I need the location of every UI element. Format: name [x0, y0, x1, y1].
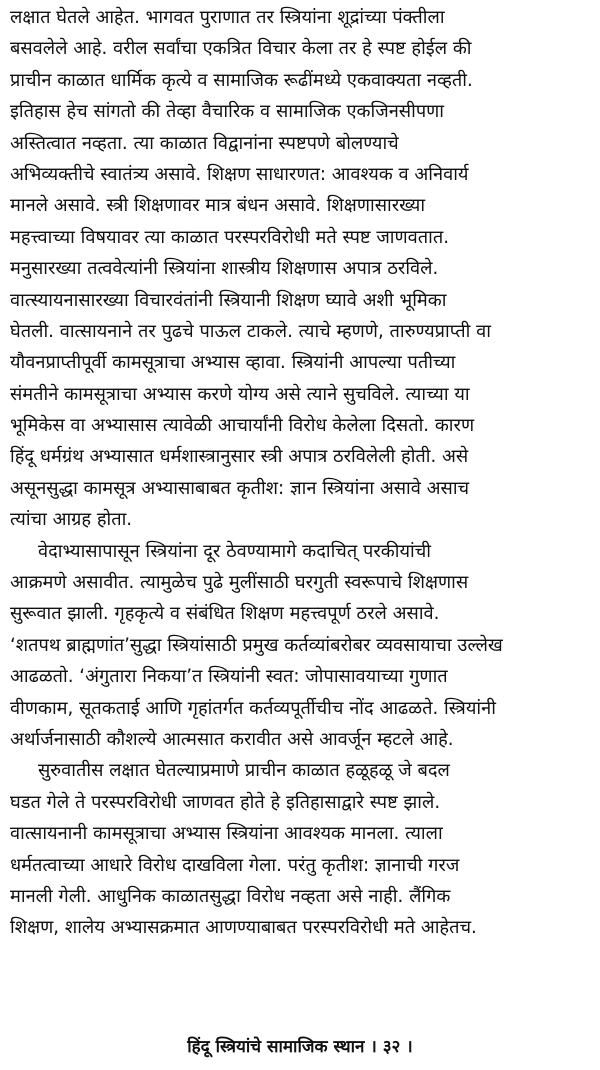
- text-line: हिंदू धर्मग्रंथ अभ्यासात धर्मशास्त्रानुसार स्त्री अपात्र ठरविलेली होती. असे: [10, 446, 469, 468]
- paragraph-start-line: वेदाभ्यासापासून स्त्रियांना दूर ठेवण्यामागे कदाचित् परकीयांची: [38, 540, 431, 562]
- text-line: वीणकाम, सूतकताई आणि गृहांतर्गत कर्तव्यपूर्तीचीच नोंद आढळते. स्त्रियांनी: [10, 697, 496, 719]
- text-line: अस्तित्वात नव्हता. त्या काळात विद्वानांना स्पष्टपणे बोलण्याचे: [10, 132, 399, 154]
- paragraph-start-line: सुरुवातीस लक्षात घेतल्याप्रमाणे प्राचीन काळात हळूहळू जे बदल: [38, 760, 450, 782]
- text-line: मानली गेली. आधुनिक काळातसुद्धा विरोध नव्हता असे नाही. लैंगिक: [10, 885, 451, 907]
- text-line: घडत गेले ते परस्परविरोधी जाणवत होते हे इतिहासाद्वारे स्पष्ट झाले.: [10, 791, 441, 813]
- text-line: लक्षात घेतले आहेत. भागवत पुराणात तर स्त्रियांना शूद्रांच्या पंक्तीला: [10, 7, 445, 28]
- text-line: त्यांचा आग्रह होता.: [10, 509, 133, 531]
- text-line: मनुसारख्या तत्ववेत्यांनी स्त्रियांना शास्त्रीय शिक्षणास अपात्र ठरविले.: [10, 258, 439, 280]
- text-line: ‘शतपथ ब्राह्मणांत’सुद्धा स्त्रियांसाठी प्रमुख कर्तव्यांबरोबर व्यवसायाचा उल्लेख: [10, 634, 503, 656]
- text-line: अभिव्यक्तीचे स्वातंत्र्य असावे. शिक्षण साधारणत: आवश्यक व अनिवार्य: [10, 163, 469, 185]
- text-line: आढळतो. ‘अंगुतारा निकया’त स्त्रियांनी स्वत: जोपासावयाच्या गुणात: [10, 666, 448, 688]
- text-line: अर्थार्जनासाठी कौशल्ये आत्मसात करावीत असे आवर्जून म्हटले आहे.: [10, 728, 454, 750]
- text-line: असूनसुद्धा कामसूत्र अभ्यासाबाबत कृतीश: ज्ञान स्त्रियांना असावे असाच: [10, 477, 470, 499]
- text-line: शिक्षण, शालेय अभ्यासक्रमात आणण्याबाबत परस्परविरोधी मते आहेतच.: [10, 917, 477, 939]
- text-line: यौवनप्राप्तीपूर्वी कामसूत्राचा अभ्यास व्हावा. स्त्रियांनी आपल्या पतीच्या: [10, 352, 456, 374]
- text-line: संमतीने कामसूत्राचा अभ्यास करणे योग्य असे त्याने सुचविले. त्याच्या या: [10, 383, 470, 405]
- text-line: घेतली. वात्सायनाने तर पुढचे पाऊल टाकले. त्याचे म्हणणे, तारुण्यप्राप्ती वा: [10, 320, 491, 342]
- text-line: इतिहास हेच सांगतो की तेव्हा वैचारिक व सामाजिक एकजिनसीपणा: [10, 101, 445, 123]
- text-line: प्राचीन काळात धार्मिक कृत्ये व सामाजिक रूढींमध्ये एकवाक्यता नव्हती.: [10, 69, 473, 91]
- text-line: भूमिकेस वा अभ्यासास त्यावेळी आचार्यांनी विरोध केलेला दिसतो. कारण: [10, 415, 475, 437]
- text-line: महत्त्वाच्या विषयावर त्या काळात परस्परविरोधी मते स्पष्ट जाणवतात.: [10, 226, 450, 248]
- page-footer: हिंदू स्त्रियांचे सामाजिक स्थान । ३२ ।: [187, 1037, 413, 1057]
- text-line: बसवलेले आहे. वरील सर्वांचा एकत्रित विचार केला तर हे स्पष्ट होईल की: [10, 38, 472, 60]
- text-line: वात्सायनानी कामसूत्राचा अभ्यास स्त्रियांना आवश्यक मानला. त्याला: [10, 823, 443, 845]
- text-line: मानले असावे. स्त्री शिक्षणावर मात्र बंधन असावे. शिक्षणासारख्या: [10, 195, 426, 217]
- text-line: सुरूवात झाली. गृहकृत्ये व संबंधित शिक्षण महत्त्वपूर्ण ठरले असावे.: [10, 603, 440, 625]
- page-body-text: [10, 2, 590, 944]
- text-line: वात्स्यायनासारख्या विचारवंतांनी स्त्रियानी शिक्षण घ्यावे अशी भूमिका: [10, 289, 447, 311]
- text-line: धर्मतत्वाच्या आधारे विरोध दाखविला गेला. परंतु कृतीश: ज्ञानाची गरज: [10, 854, 460, 876]
- text-line: आक्रमणे असावीत. त्यामुळेच पुढे मुलींसाठी घरगुती स्वरूपाचे शिक्षणास: [10, 572, 469, 594]
